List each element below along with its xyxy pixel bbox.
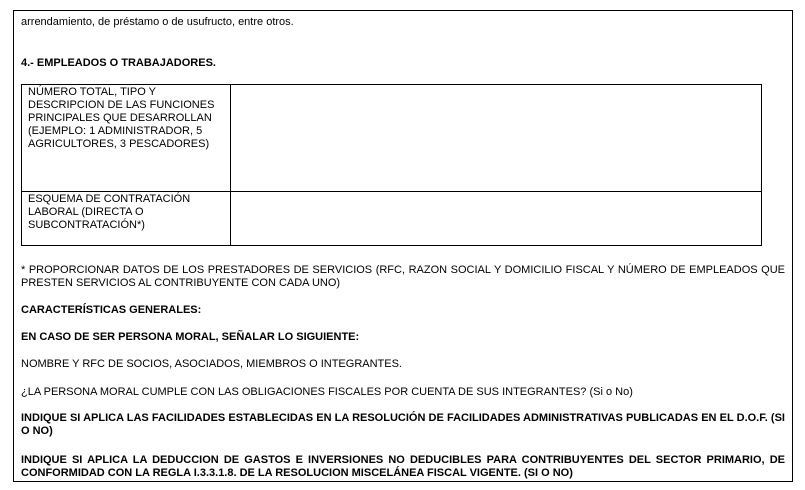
document-frame	[13, 10, 793, 482]
employees-count-label: NÚMERO TOTAL, TIPO Y DESCRIPCION DE LAS FUNCIONES PRINCIPALES QUE DESARROLLAN (EJEMPLO: 1 ADMINISTRADOR, 5 AGRICULTORES, 3 PESCADORES)	[22, 85, 231, 192]
table-row	[22, 192, 762, 246]
contracting-scheme-field[interactable]	[231, 192, 762, 246]
general-heading: CARACTERÍSTICAS GENERALES:	[21, 304, 202, 316]
deduccion-question: INDIQUE SI APLICA LA DEDUCCION DE GASTOS E INVERSIONES NO DEDUCIBLES PARA CONTRIBUYENTES DEL SECTOR PRIMARIO, DE CONFORMIDAD CON LA REGLA I.3.3.1.8. DE LA RESOLUCION MISCELÁNEA FISCAL VIGENTE. (SI O NO)	[21, 454, 785, 479]
employees-count-field[interactable]	[231, 85, 762, 192]
employees-table	[21, 84, 762, 246]
socios-line: NOMBRE Y RFC DE SOCIOS, ASOCIADOS, MIEMBROS O INTEGRANTES.	[21, 358, 402, 370]
intro-line: arrendamiento, de préstamo o de usufructo, entre otros.	[21, 16, 294, 28]
obligaciones-question: ¿LA PERSONA MORAL CUMPLE CON LAS OBLIGACIONES FISCALES POR CUENTA DE SUS INTEGRANTES? (Si o No)	[21, 386, 633, 398]
contracting-scheme-label: ESQUEMA DE CONTRATACIÓN LABORAL (DIRECTA O SUBCONTRATACIÓN*)	[22, 192, 231, 246]
moral-heading: EN CASO DE SER PERSONA MORAL, SEÑALAR LO SIGUIENTE:	[21, 331, 360, 343]
section-title: 4.- EMPLEADOS O TRABAJADORES.	[21, 57, 216, 69]
table-row	[22, 85, 762, 192]
footnote: * PROPORCIONAR DATOS DE LOS PRESTADORES DE SERVICIOS (RFC, RAZON SOCIAL Y DOMICILIO FISCAL Y NÚMERO DE EMPLEADOS QUE PRESTEN SERVICIOS AL CONTRIBUYENTE CON CADA UNO)	[21, 264, 785, 289]
facilidades-question: INDIQUE SI APLICA LAS FACILIDADES ESTABLECIDAS EN LA RESOLUCIÓN DE FACILIDADES ADMINISTRATIVAS PUBLICADAS EN EL D.O.F. (SI O NO)	[21, 412, 785, 437]
